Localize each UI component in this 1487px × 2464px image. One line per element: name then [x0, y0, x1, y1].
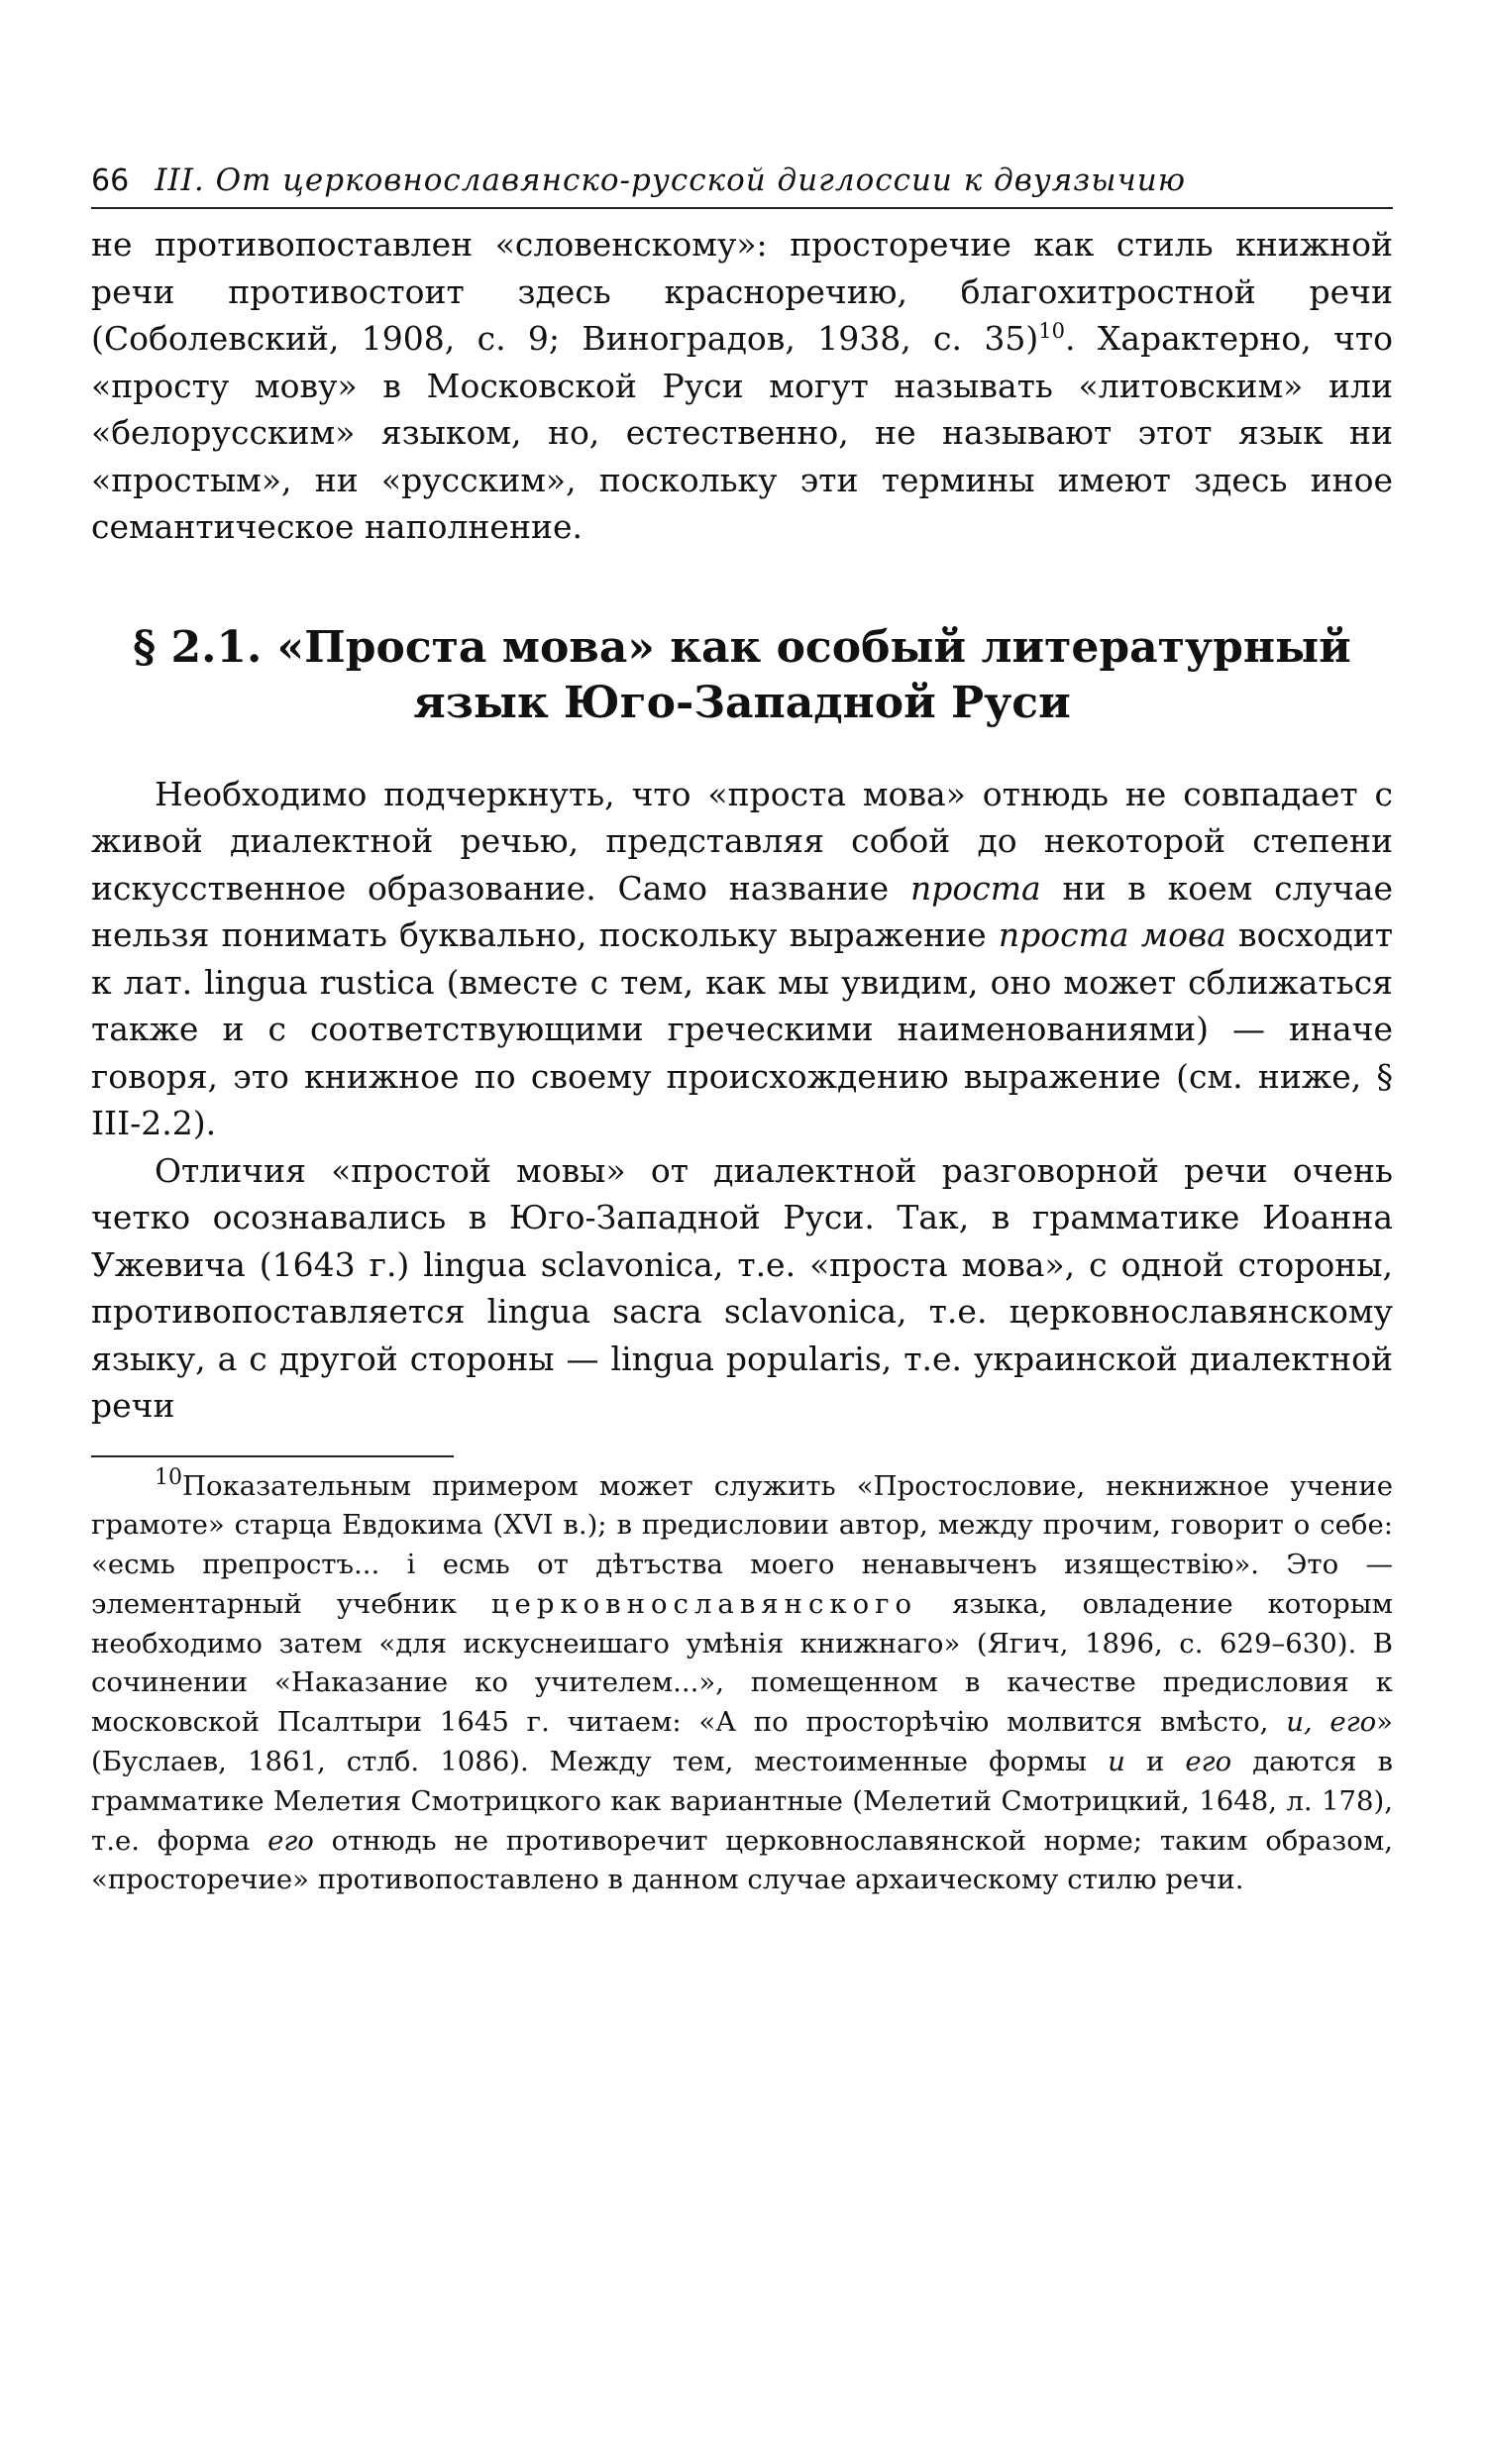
footnote-text: и — [1124, 1746, 1186, 1778]
footnote-text: даются в грамматике Мелетия Смотрицкого как вариантные (Мелетий Смотрицкий, 1648, л. 178), т.е. форма — [91, 1746, 1394, 1857]
footnote-text: » (Буслаев, 1861, стлб. 1086). Между тем, местоименные формы — [91, 1706, 1393, 1778]
paragraph-text: . Характерно, что «просту мову» в Московской Руси могут называть «литовским» или «белорусским» языком, но, естественно, не называют этот язык ни «простым», ни «русским», поскольку эти термины имеют здесь иное семантическое наполнение. — [91, 319, 1393, 546]
section-heading-line: § 2.1. «Проста мова» как особый литературный — [133, 621, 1351, 673]
italic-term: его — [1185, 1746, 1232, 1778]
italic-term: проста мова — [998, 915, 1226, 954]
footnote-text: языка, овладение которым необходимо затем «для искуснеишаго умѣнія книжнаго» (Ягич, 1896, с. 629–630). В сочинении «Наказание ко учителем...», помещенном в качестве предисловия к московской Псалтыри 1645 г. читаем: «А по просторѣчію молвится вмѣсто, — [91, 1587, 1393, 1739]
running-title: III. От церковнославянско-русской диглоссии к двуязычию — [155, 162, 1186, 198]
footnote-number: 10 — [155, 1465, 182, 1491]
paragraph-continuation — [91, 221, 1393, 551]
paragraph-text: Необходимо подчеркнуть, что «проста мова» отнюдь не совпадает с живой диалектной речью, представляя собой до некоторой степени искусственное образование. Само название — [91, 774, 1393, 908]
italic-term: его — [267, 1824, 314, 1857]
running-header — [91, 159, 1393, 209]
section-heading — [91, 620, 1393, 731]
footnote-divider — [91, 1455, 454, 1457]
paragraph — [91, 1147, 1393, 1430]
paragraph-text: не противопоставлен «словенскому»: просторечие как стиль книжной речи противостоит здесь красноречию, благохитростной речи (Соболевский, 1908, с. 9; Виноградов, 1938, с. 35) — [91, 225, 1393, 358]
paragraph-text: Отличия «простой мовы» от диалектной разговорной речи очень четко осознавались в Юго-Западной Руси. Так, в грамматике Иоанна Ужевича (1643 г.) lingua sclavonica, т.е. «проста мова», с одной стороны, противопоставляется lingua sacra sclavonica, т.е. церковнославянскому языку, а с другой стороны — lingua popularis, т.е. украинской диалектной речи — [91, 1150, 1393, 1425]
section-heading-line: язык Юго-Западной Руси — [413, 677, 1071, 728]
footnote — [91, 1467, 1393, 1901]
book-page — [91, 159, 1393, 1900]
paragraph — [91, 771, 1393, 1147]
page-number: 66 — [91, 163, 130, 198]
italic-term: и, его — [1286, 1706, 1377, 1739]
footnote-text: Показательным примером может служить «Простословие, некнижное учение грамоте» старца Евдокима (XVI в.); в предисловии автор, между прочим, говорит о себе: «есмь препростъ... і есмь от дѣтъства моего ненавыченъ изяществію». Это — элементарный учебник — [91, 1469, 1393, 1620]
italic-term: проста — [909, 868, 1041, 908]
paragraph-text: ни в коем случае нельзя понимать буквально, поскольку выражение — [91, 868, 1393, 954]
spaced-term: церковнославянского — [490, 1587, 918, 1620]
footnote-reference[interactable]: 10 — [1038, 319, 1065, 343]
italic-term: и — [1108, 1746, 1125, 1778]
footnote-text: отнюдь не противоречит церковнославянской норме; таким образом, «просторечие» противопоставлено в данном случае архаическому стилю речи. — [91, 1824, 1393, 1896]
paragraph-text: восходит к лат. lingua rustica (вместе с тем, как мы увидим, оно может сближаться также и с соответствующими греческими наименованиями) — иначе говоря, это книжное по своему происхождению выражение (см. ниже, § III-2.2). — [91, 915, 1394, 1142]
